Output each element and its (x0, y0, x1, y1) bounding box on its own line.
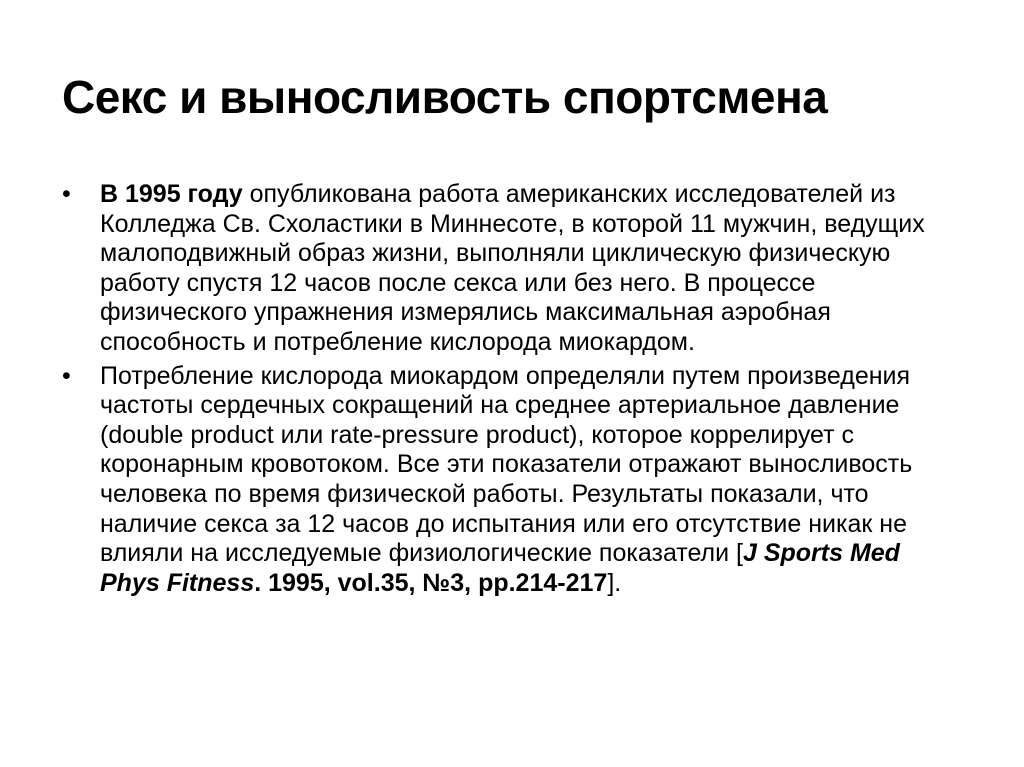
bullet-dot-icon: • (62, 361, 71, 390)
citation-journal: J Sports Med Phys Fitness (100, 539, 900, 597)
bullet2-text: Потребление кислорода миокардом определяли путем произведения частоты сердечных сокращений на среднее артериальное давление (double product или rate-pressure product), которое коррелирует с коронарным кровотоком. Все эти показатели отражают выносливость человека по время физической работы. Результаты показали, что наличие секса за 12 часов до испытания или его отсутствие никак не влияли на исследуемые физиологические показатели [ (100, 361, 913, 568)
bullet-item-2 (62, 362, 952, 599)
bullet-list (62, 180, 952, 602)
citation-details: . 1995, vol.35, №3, pp.214-217 (254, 568, 608, 597)
bullet1-text: опубликована работа американских исследователей из Колледжа Св. Схоластики в Миннесоте, в которой 11 мужчин, ведущих малоподвижный образ жизни, выполняли циклическую физическую работу спустя 12 часов после секса или без него. В процессе физического упражнения измерялись максимальная аэробная способность и потребление кислорода миокардом. (100, 180, 925, 356)
bullet-item-1 (62, 180, 952, 358)
citation-closing: ]. (607, 568, 622, 597)
bullet-dot-icon: • (62, 180, 71, 208)
slide-title: Секс и выносливость спортсмена (62, 71, 828, 123)
bullet1-lead: В 1995 году (100, 180, 243, 208)
